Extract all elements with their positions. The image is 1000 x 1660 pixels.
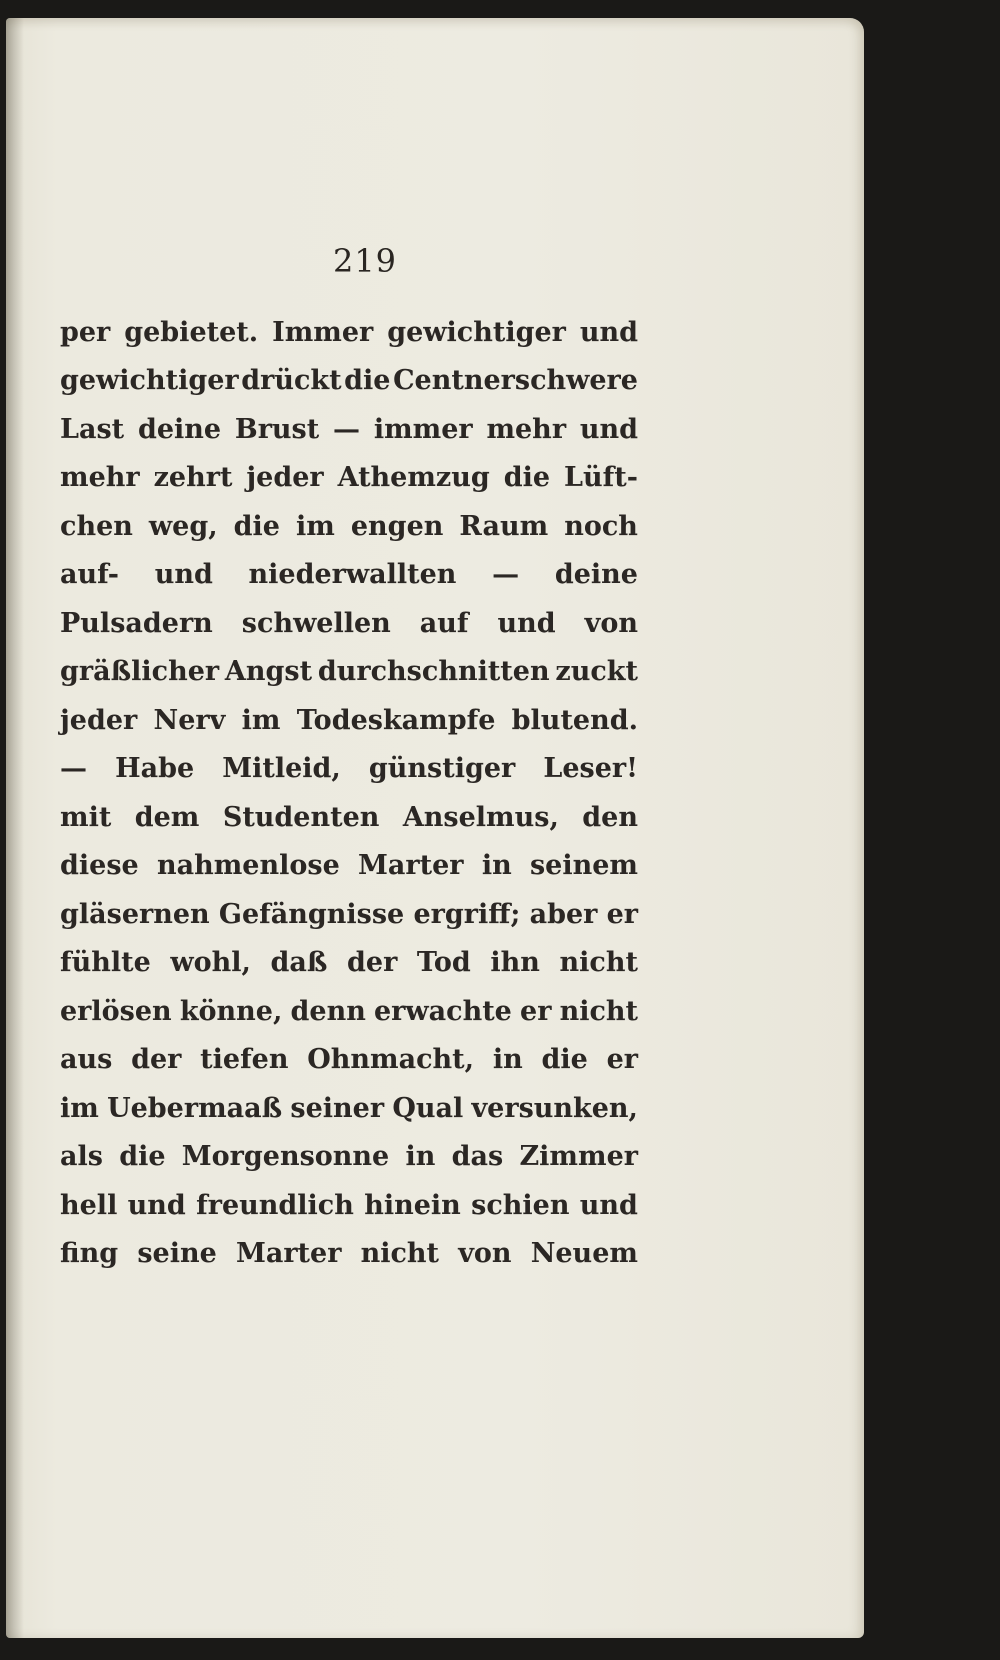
word: schien [471,1189,570,1221]
word: Marter [235,1238,342,1270]
word: die [119,1141,166,1173]
word: wohl, [170,947,251,979]
word: drückt [241,365,342,397]
word: Anselmus, [402,801,559,833]
word: nicht [559,995,638,1027]
text-line [60,842,638,891]
word: er [520,995,552,1027]
word: Neuem [530,1238,638,1270]
book-page [6,18,864,1638]
word: freundlich [196,1189,354,1221]
text-line [60,648,638,697]
word: seinem [529,850,638,882]
word: deine [137,413,222,445]
word: er [606,898,638,930]
word: und [497,607,556,639]
text-line [60,987,638,1036]
word: er [606,1044,638,1076]
word: der [131,1044,182,1076]
word: zuckt [555,656,638,688]
word: Immer [272,316,374,348]
word: den [582,801,638,833]
word: auf- [60,559,119,591]
word: aber [529,898,598,930]
word: erwachte [374,995,512,1027]
text-line [60,357,638,406]
word: daß [270,947,328,979]
word: auf [419,607,469,639]
word: — [492,559,520,591]
word: von [458,1238,512,1270]
text-line [60,1230,638,1279]
word: und [579,1189,638,1221]
word: Pulsadern [60,607,213,639]
word: — [333,413,361,445]
word: engen [350,510,444,542]
word: deine [554,559,638,591]
word: Athemzug [337,462,490,494]
word: könne, [179,995,283,1027]
word: Ohnmacht, [307,1044,475,1076]
word: und [154,559,213,591]
text-line [60,599,638,648]
word: durchschnitten [317,656,550,688]
word: in [492,1044,523,1076]
word: der [347,947,398,979]
word: Todeskampfe [296,704,496,736]
text-line [60,308,638,357]
word: Leser! [543,753,638,785]
word: jeder [246,462,324,494]
word: Nerv [153,704,226,736]
word: seiner [290,1092,385,1124]
text-line [60,1036,638,1085]
word: Morgensonne [181,1141,390,1173]
word: gläsernen [60,898,210,930]
word: fühlte [60,947,151,979]
word: tiefen [200,1044,289,1076]
word: dem [134,801,200,833]
word: als [60,1141,103,1173]
body-text [60,308,638,1278]
word: von [584,607,638,639]
word: und [127,1189,186,1221]
word: Tod [416,947,471,979]
text-line [60,890,638,939]
word: die [541,1044,588,1076]
word: fing [60,1238,119,1270]
text-line [60,551,638,600]
word: diese [60,850,139,882]
text-line [60,793,638,842]
word: Habe [115,753,195,785]
text-line [60,939,638,988]
word: erlösen [60,995,172,1027]
word: schwellen [241,607,391,639]
word: und [579,413,638,445]
spine-shadow [6,18,24,1638]
word: Last [60,413,125,445]
word: Uebermaaß [107,1092,283,1124]
word: gewichtiger [60,365,239,397]
word: Gefängnisse [218,898,405,930]
word: und [579,316,638,348]
word: mit [60,801,112,833]
word: die [344,365,391,397]
text-line [60,454,638,503]
word: in [481,850,512,882]
text-line [60,1084,638,1133]
word: Marter [358,850,464,882]
word: Zimmer [519,1141,638,1173]
word: Mitleid, [222,753,341,785]
word: Angst [224,656,313,688]
text-line [60,502,638,551]
word: immer [373,413,473,445]
word: mehr [60,462,140,494]
text-line [60,1133,638,1182]
word: ihn [490,947,540,979]
word: hinein [364,1189,461,1221]
word: niederwallten [248,559,457,591]
word: jeder [60,704,138,736]
word: im [60,1092,99,1124]
text-line [60,696,638,745]
text-line [60,405,638,454]
word: gräßlicher [60,656,220,688]
word: hell [60,1189,118,1221]
word: — [60,753,87,785]
word: Brust [234,413,320,445]
word: in [405,1141,436,1173]
word: seine [137,1238,217,1270]
word: das [451,1141,504,1173]
word: günstiger [368,753,516,785]
word: denn [290,995,366,1027]
word: die [503,462,551,494]
word: weg, [148,510,218,542]
word: Studenten [222,801,380,833]
word: noch [564,510,638,542]
word: die [233,510,280,542]
word: mehr [486,413,567,445]
word: im [241,704,281,736]
word: zehrt [153,462,233,494]
text-line [60,1181,638,1230]
word: gewichtiger [387,316,566,348]
word: per [60,316,111,348]
word: aus [60,1044,113,1076]
word: Qual [392,1092,464,1124]
text-line [60,745,638,794]
word: nicht [559,947,638,979]
word: versunken, [471,1092,638,1124]
word: Raum [459,510,549,542]
page-number: 219 [332,242,398,280]
word: gebietet. [124,316,259,348]
word: im [296,510,335,542]
word: Lüft- [564,462,638,494]
word: chen [60,510,133,542]
word: nicht [360,1238,440,1270]
word: ergriff; [413,898,521,930]
word: blutend. [511,704,638,736]
word: nahmenlose [156,850,340,882]
word: Centnerschwere [393,365,638,397]
